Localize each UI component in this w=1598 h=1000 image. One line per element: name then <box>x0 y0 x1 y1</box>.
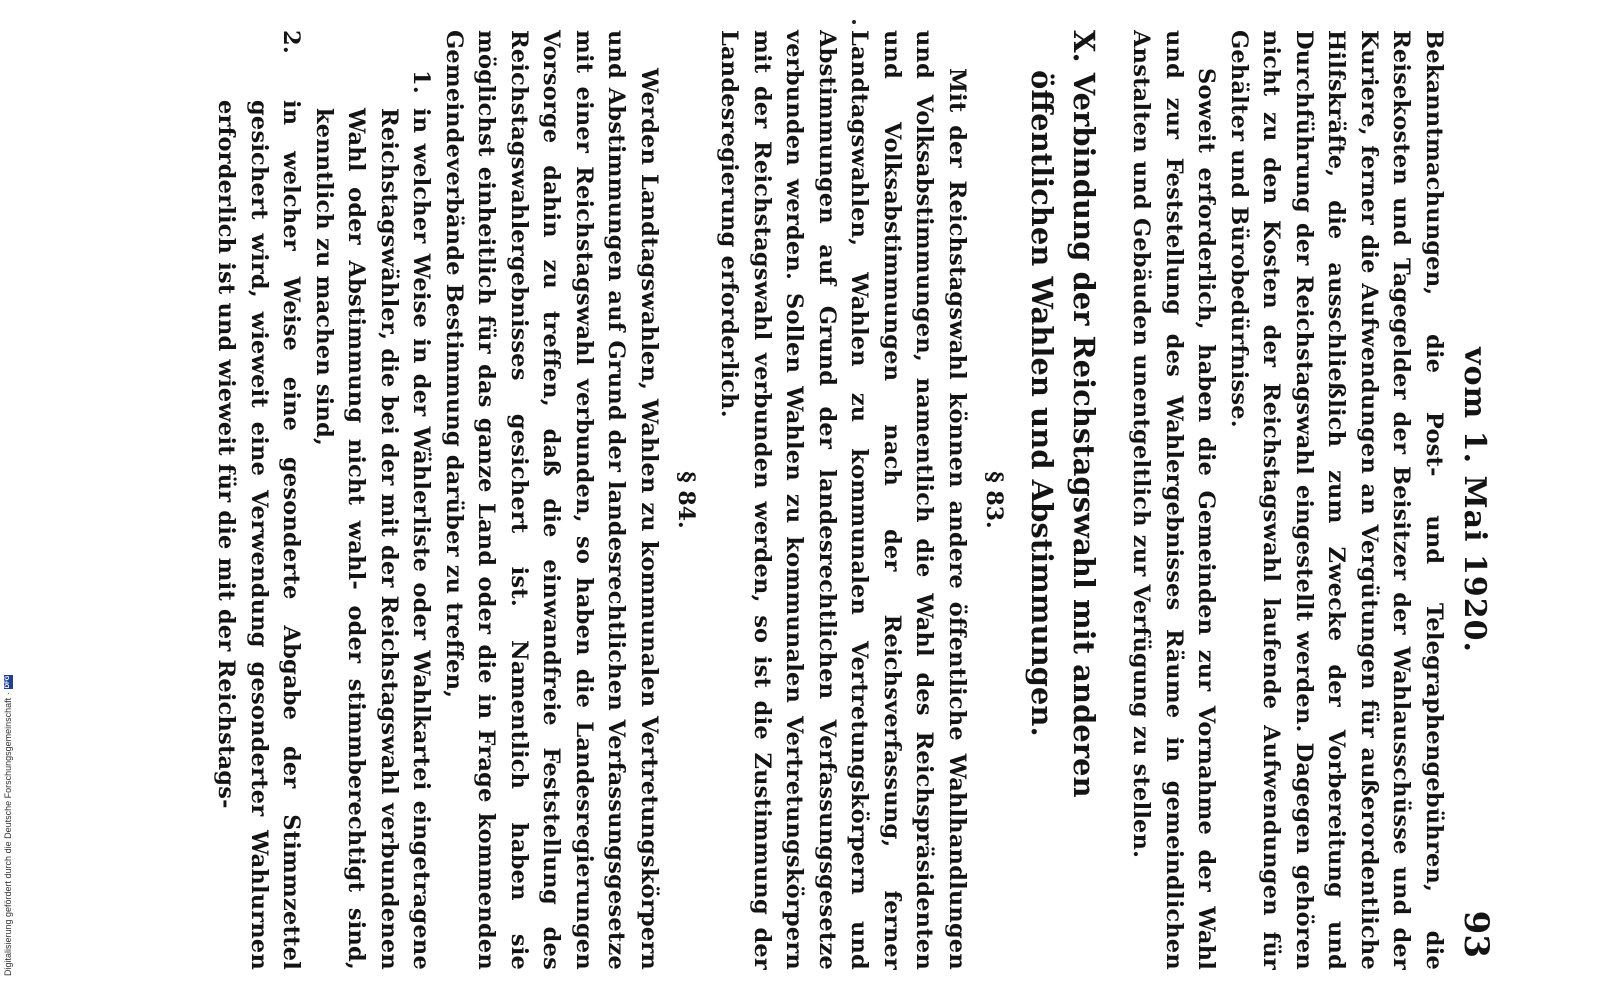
list-item <box>210 30 308 970</box>
digitization-credit-label: Digitalisierung gefördert durch die Deutsche Forschungsgemeinschaft <box>3 697 13 976</box>
list-item-number: 2. <box>278 30 305 54</box>
body-paragraph-premises: Soweit erforderlich, haben die Gemeinden zur Vornahme der Wahl und zur Feststellung des Wahlergebnisses Räume in gemeindlichen Anstalten und Gebäuden unentgeltlich zur Verfügung zu stellen. <box>1128 30 1220 970</box>
list-item-number: 1. <box>408 70 435 94</box>
running-head <box>1450 30 1500 970</box>
list-item-text: in welcher Weise eine gesonderte Abgabe der Stimmzettel gesichert wird, wieweit eine Verwendung gesonderter Wahlurnen erforderlich ist und wieweit für die mit der Reichstags- <box>213 100 305 970</box>
digitization-credit <box>2 596 14 976</box>
paragraph-sign-83: § 83. <box>981 471 1007 529</box>
rotated-page-content <box>80 20 1500 980</box>
paragraph-84-text: Werden Landtagswahlen, Wahlen zu kommunalen Vertretungskörpern und Abstimmungen auf Grund der landesrechtlichen Verfassungsgesetze mit einer Reichstagswahl verbunden, so haben die Landesregierungen Vorsorge dahin zu treffen, daß die einwandfreie Feststellung des Reichstagswahlergebnisses gesichert ist. Namentlich haben sie möglichst einheitlich für das ganze Land oder die in Frage kommenden Gemeindeverbände Bestimmung darüber zu treffen, <box>441 30 662 970</box>
digitization-credit-text: Digitalisierung gefördert durch die Deutsche Forschungsgemeinschaft · DFG <box>3 675 13 976</box>
running-head-title: vom 1. Mai 1920. <box>1457 347 1492 653</box>
section-heading-x: X. Verbindung der Reichstagswahl mit anderen öffentlichen Wahlen und Abstimmungen. <box>1025 30 1101 798</box>
list-item-text: in welcher Weise in der Wählerliste oder Wahlkartei eingetragene Reichstagswähler, die bei der mit der Reichstagswahl verbundenen Wahl oder Abstimmung nicht wahl- oder stimmberechtigt sind, kenntlich zu machen sind, <box>311 108 435 970</box>
list-item <box>308 30 438 970</box>
page-number: 93 <box>1456 910 1496 958</box>
paragraph-84-list <box>210 30 438 970</box>
body-paragraph-costs: Bekanntmachungen, die Post- und Telegraphengebühren, die Reisekosten und Tagegelder der Beisitzer der Wahlausschüsse und der Kuriere, ferner die Aufwendungen an Vergütungen für außerordentliche Hilfskräfte, die ausschließlich zum Zwecke der Vorbereitung und Durchführung der Reichstagswahl eingestellt werden. Dagegen gehören nicht zu den Kosten der Reichstagswahl laufende Aufwendungen für Gehälter und Bürobedürfnisse. <box>1226 30 1447 970</box>
dfg-logo-icon: DFG <box>4 675 11 689</box>
paragraph-83-text: Mit der Reichstagswahl können andere öffentliche Wahlhandlungen und Volksabstimmungen, namentlich die Wahl des Reichspräsidenten und Volksabstimmungen nach der Reichsverfassung, ferner Landtagswahlen, Wahlen zu kommunalen Vertretungskörpern und Abstimmungen auf Grund der landesrechtlichen Verfassungsgesetze verbunden werden. Sollen Wahlen zu kommunalen Vertretungskörpern mit der Reichstagswahl verbunden werden, so ist die Zustimmung der Landesregierung erforderlich. <box>716 30 970 970</box>
paragraph-sign-84: § 84. <box>673 471 699 529</box>
